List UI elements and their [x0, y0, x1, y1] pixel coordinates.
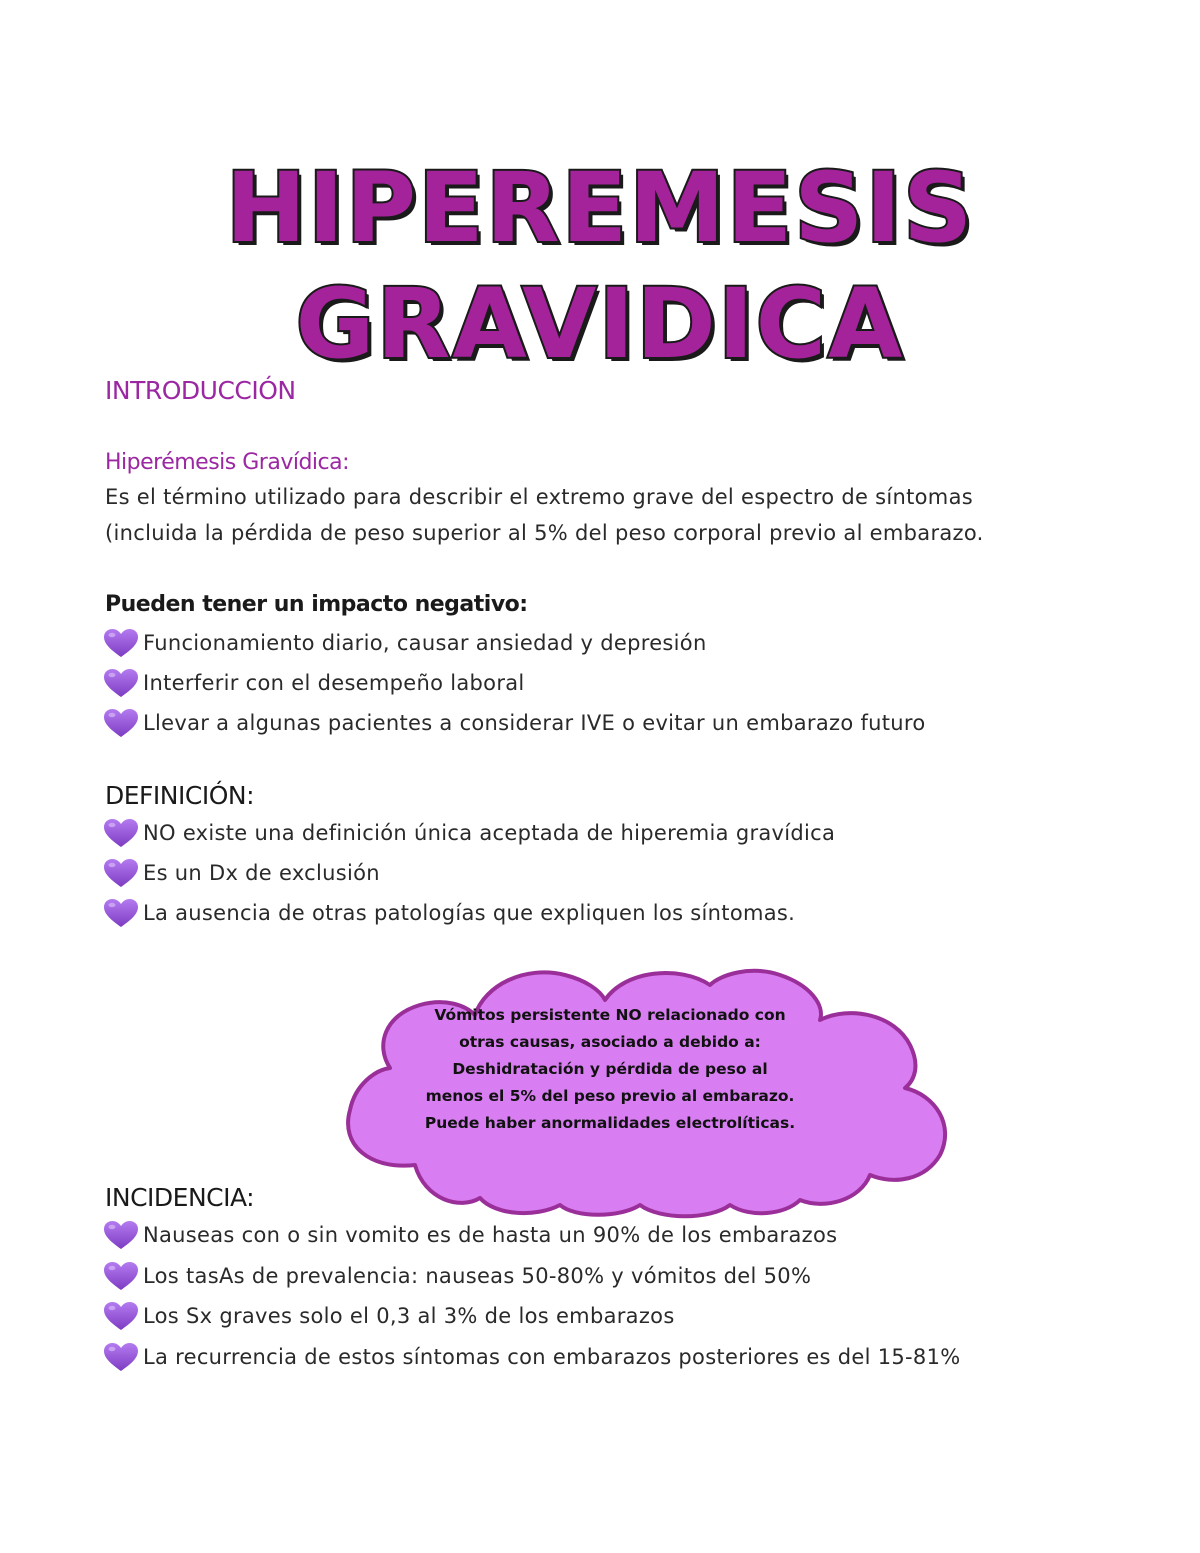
definition-item-text: NO existe una definición única aceptada de hiperemia gravídica [143, 821, 836, 845]
purple-heart-icon [103, 1220, 139, 1250]
intro-subheading: Hiperémesis Gravídica: [105, 450, 350, 475]
purple-heart-icon [103, 818, 139, 848]
purple-heart-icon [103, 898, 139, 928]
incidence-item-text: Los tasAs de prevalencia: nauseas 50-80% y vómitos del 50% [143, 1264, 812, 1288]
purple-heart-icon [103, 668, 139, 698]
impact-item [103, 628, 707, 658]
incidence-heading: INCIDENCIA: [105, 1183, 255, 1212]
incidence-item [103, 1261, 811, 1291]
incidence-item-text: La recurrencia de estos síntomas con embarazos posteriores es del 15-81% [143, 1345, 961, 1369]
impact-heading: Pueden tener un impacto negativo: [105, 592, 528, 617]
impact-item-text: Interferir con el desempeño laboral [143, 671, 525, 695]
definition-heading: DEFINICIÓN: [105, 781, 255, 810]
intro-heading: INTRODUCCIÓN [105, 376, 296, 405]
purple-heart-icon [103, 1261, 139, 1291]
cloud-callout [320, 960, 960, 1220]
definition-item-text: La ausencia de otras patologías que expliquen los síntomas. [143, 901, 796, 925]
intro-line-1: Es el término utilizado para describir el extremo grave del espectro de síntomas [105, 485, 973, 509]
definition-item-text: Es un Dx de exclusión [143, 861, 380, 885]
definition-item [103, 898, 795, 928]
definition-item [103, 818, 835, 848]
purple-heart-icon [103, 628, 139, 658]
incidence-item [103, 1220, 837, 1250]
impact-item [103, 708, 926, 738]
cloud-line: menos el 5% del peso previo al embarazo. [425, 1087, 795, 1105]
title-line-2: GRAVIDICA [295, 268, 905, 380]
title-line-1: HIPEREMESIS [225, 152, 975, 264]
incidence-item-text: Los Sx graves solo el 0,3 al 3% de los embarazos [143, 1304, 675, 1328]
definition-item [103, 858, 380, 888]
impact-item [103, 668, 525, 698]
purple-heart-icon [103, 708, 139, 738]
impact-item-text: Llevar a algunas pacientes a considerar IVE o evitar un embarazo futuro [143, 711, 926, 735]
incidence-item [103, 1342, 961, 1372]
cloud-line: Vómitos persistente NO relacionado con [434, 1006, 786, 1024]
purple-heart-icon [103, 1342, 139, 1372]
cloud-text [410, 1002, 810, 1137]
cloud-line: Deshidratación y pérdida de peso al [452, 1060, 768, 1078]
intro-line-2: (incluida la pérdida de peso superior al 5% del peso corporal previo al embarazo. [105, 521, 984, 545]
incidence-item [103, 1301, 675, 1331]
impact-item-text: Funcionamiento diario, causar ansiedad y depresión [143, 631, 707, 655]
purple-heart-icon [103, 858, 139, 888]
cloud-line: otras causas, asociado a debido a: [459, 1033, 761, 1051]
cloud-line: Puede haber anormalidades electrolíticas. [424, 1114, 796, 1132]
purple-heart-icon [103, 1301, 139, 1331]
incidence-item-text: Nauseas con o sin vomito es de hasta un 90% de los embarazos [143, 1223, 838, 1247]
